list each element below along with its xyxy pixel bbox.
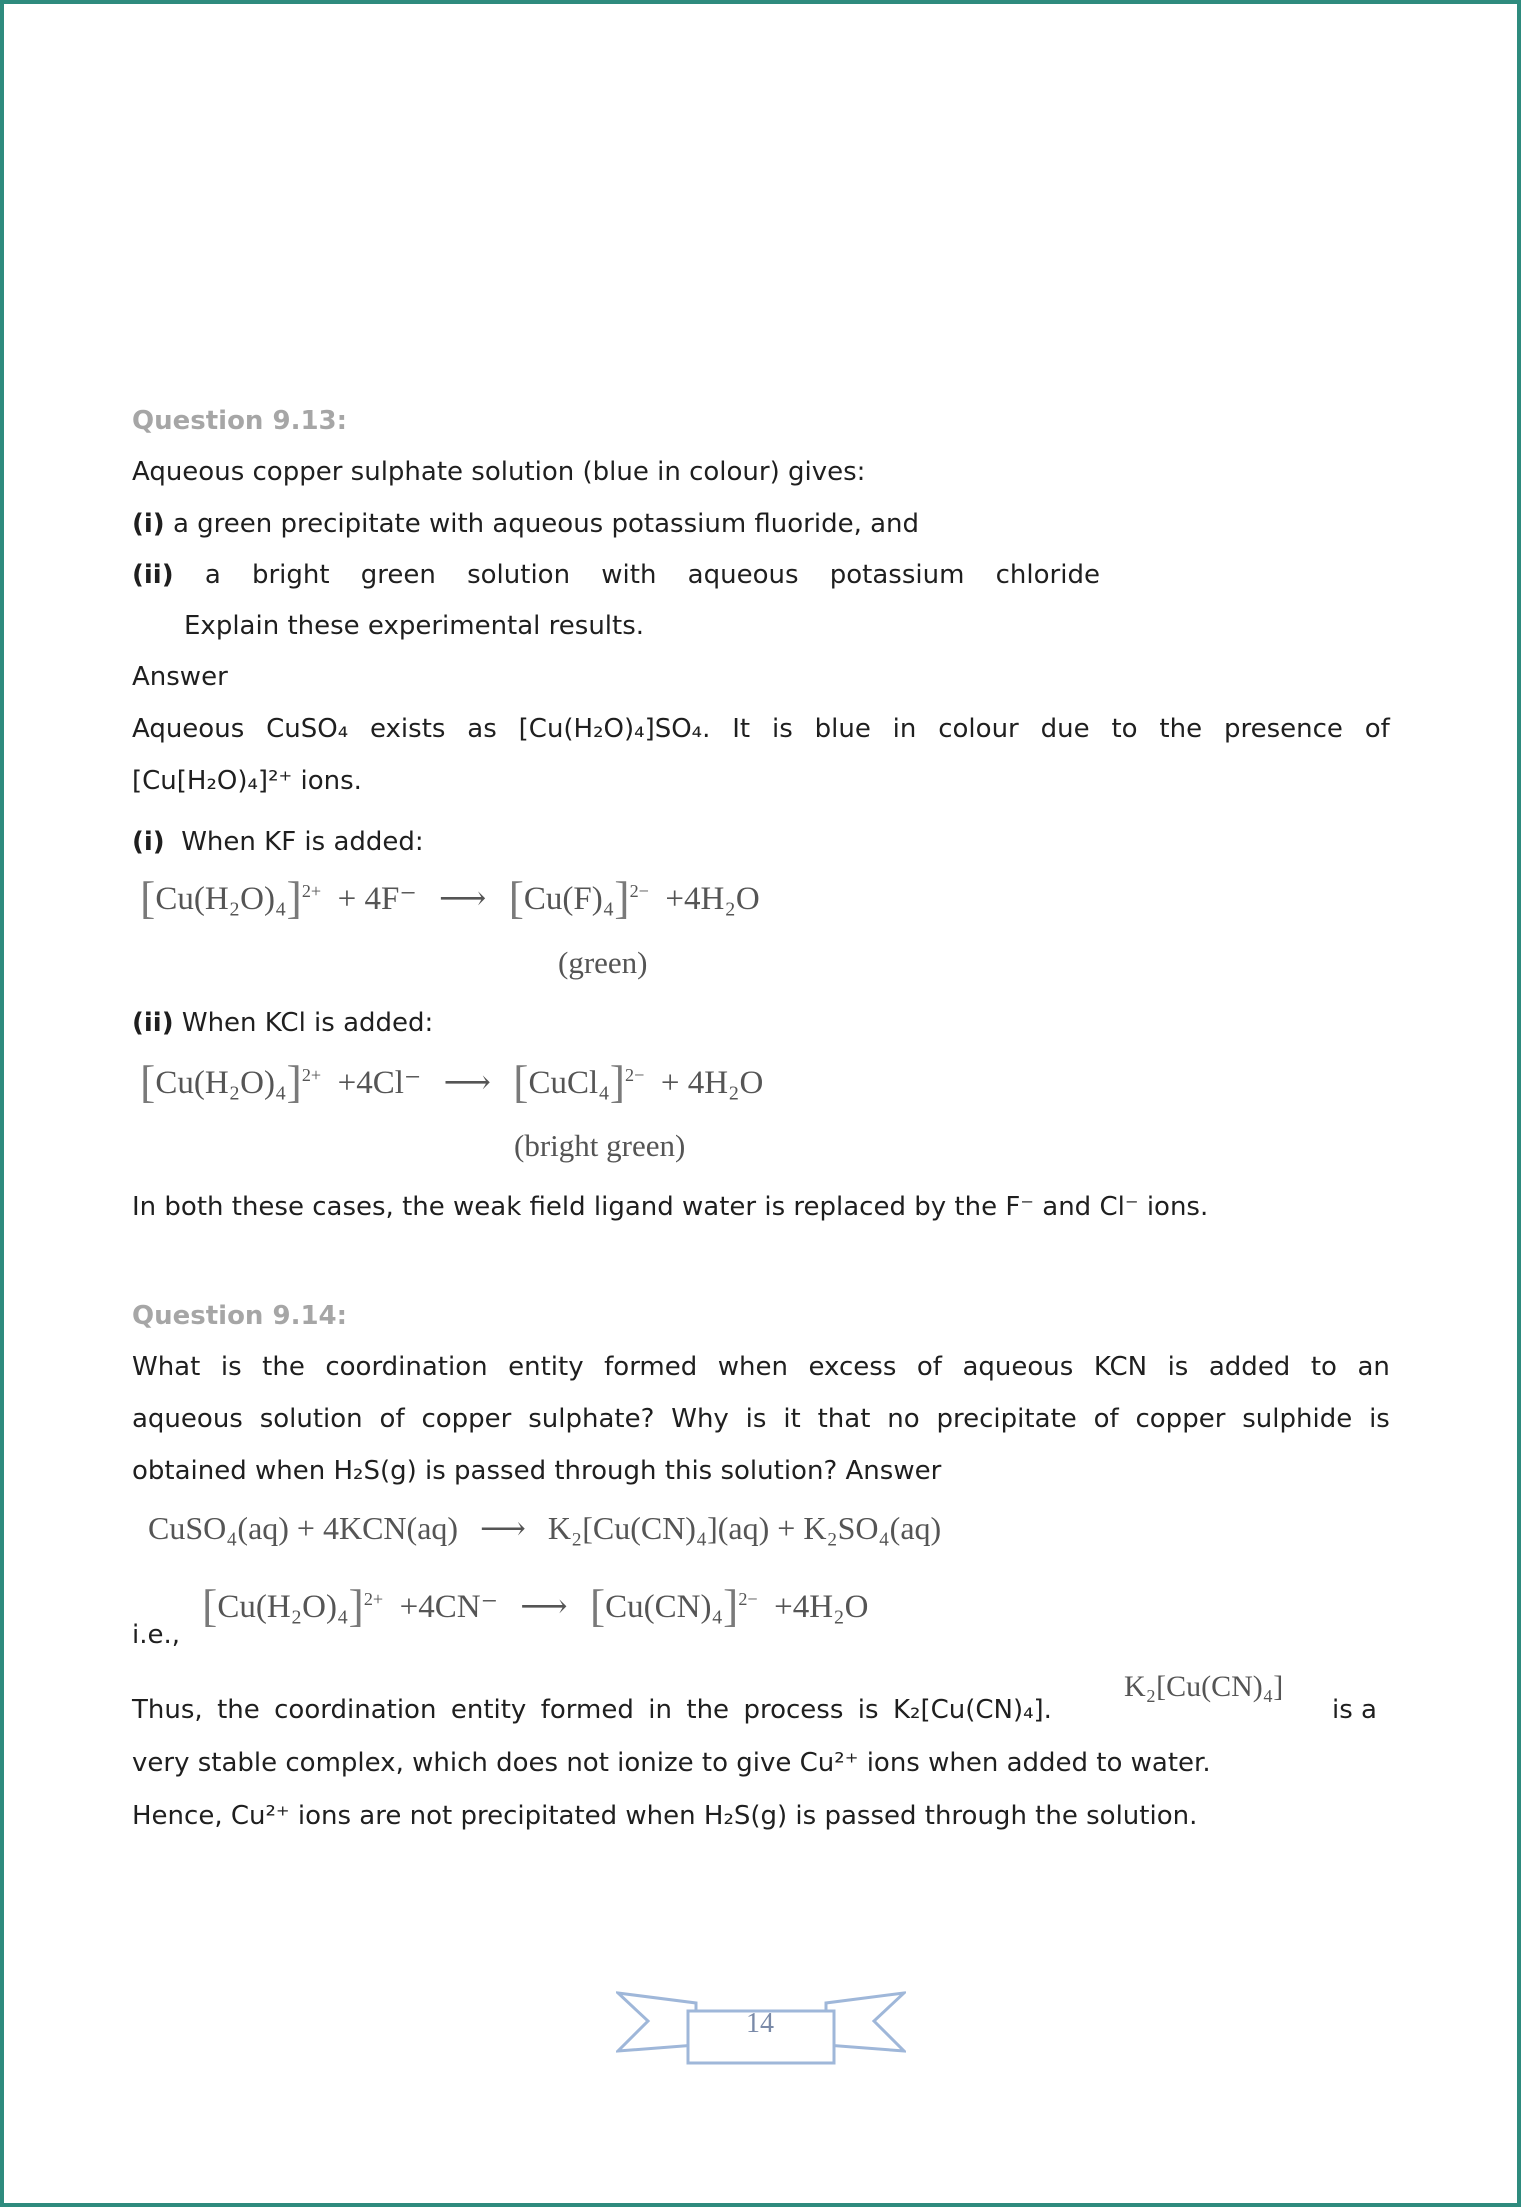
ie-label: i.e., [132,1620,181,1650]
bracket-close: ] [609,1056,626,1107]
word: formed [540,1695,634,1725]
reagent: +4Cl⁻ [337,1065,422,1101]
case-i [132,825,424,859]
question-9-13-item-i [132,507,919,541]
word: copper [421,1404,512,1434]
word: What [132,1352,201,1382]
equation-kcl [140,1056,764,1107]
case-i-text: When KF is added: [181,827,424,857]
bracket-open: [ [140,872,156,923]
word: solution [467,560,571,590]
word: exists [370,714,446,744]
bracket-open: [ [140,1056,156,1107]
question-9-13-intro: Aqueous copper sulphate solution (blue in colour) gives: [132,457,866,487]
word: Why [671,1404,729,1434]
equation-kcl-note: (bright green) [514,1128,686,1163]
question-9-14-title: Question 9.14: [132,1301,348,1331]
word: aqueous [962,1352,1074,1382]
word: of [916,1352,942,1382]
product-complex: CuCl₄ [528,1065,610,1101]
answer-label: Answer [132,662,228,692]
reactants: CuSO₄(aq) + 4KCN(aq) [148,1510,459,1546]
question-9-13-explain: Explain these experimental results. [184,611,645,641]
word: aqueous [687,560,799,590]
word: in [648,1695,672,1725]
word: the [262,1352,305,1382]
equation-kf [140,872,760,923]
word: a [204,560,221,590]
word: is [857,1695,879,1725]
word: entity [508,1352,584,1382]
reagent: + 4F⁻ [337,881,417,917]
word: entity [450,1695,527,1725]
item-i-text: a green precipitate with aqueous potassium fluoride, and [172,509,920,539]
reactant-complex: Cu(H₂O)₄ [155,881,287,917]
word: It [732,714,751,744]
word: added [1208,1352,1291,1382]
bracket-close: ] [348,1580,364,1631]
word: to [1310,1352,1337,1382]
equation-kcn-full [148,1508,941,1548]
question-9-14-line-3: obtained when H₂S(g) is passed through this solution? Answer [132,1456,942,1486]
page-number: 14 [746,2008,774,2039]
word: of [1093,1404,1119,1434]
word: is [1369,1404,1390,1434]
word: coordination [325,1352,488,1382]
bracket-open: [ [513,1056,529,1107]
products: K₂[Cu(CN)₄](aq) + K₂SO₄(aq) [547,1510,942,1546]
reactant-complex: Cu(H₂O)₄ [155,1065,287,1101]
word: excess [808,1352,897,1382]
word: when [717,1352,788,1382]
item-ii-label: (ii) [132,560,174,590]
reactant-complex: Cu(H₂O)₄ [217,1589,349,1625]
word: is [771,714,793,744]
word: Thus, [132,1695,203,1725]
word: that [817,1404,871,1434]
word: it [783,1404,801,1434]
question-9-13-title: Question 9.13: [132,406,348,436]
word: the [1159,714,1203,744]
word: blue [814,714,871,744]
word: in [892,714,917,744]
word: with [601,560,657,590]
word: CuSO₄ [266,714,349,744]
word: sulphide [1242,1404,1353,1434]
word: Aqueous [132,714,245,744]
case-ii-label: (ii) [132,1008,174,1038]
case-ii-text: When KCl is added: [181,1008,434,1038]
case-i-label: (i) [132,827,165,857]
bracket-close: ] [286,872,302,923]
word: is [220,1352,242,1382]
word: potassium [829,560,965,590]
byproduct: +4H₂O [665,881,760,917]
word: is [1167,1352,1189,1382]
charge: 2+ [301,881,322,901]
product-complex: Cu(F)₄ [523,881,615,917]
bracket-close: ] [286,1056,302,1107]
word: no [887,1404,920,1434]
product-complex: Cu(CN)₄ [605,1589,723,1625]
word: the [686,1695,730,1725]
reagent: +4CN⁻ [399,1589,499,1625]
word: to [1111,714,1138,744]
answer-9-13-line-1 [132,712,1390,746]
charge: 2− [629,881,649,901]
answer-9-14-line-1 [132,1670,1390,1727]
bracket-close: ] [614,872,630,923]
question-9-14-line-1 [132,1350,1390,1384]
inline-formula: K₂[Cu(CN)₄] [1124,1670,1284,1703]
charge: 2− [625,1065,645,1085]
word: presence [1223,714,1343,744]
charge: 2− [738,1589,758,1609]
word: copper [1135,1404,1226,1434]
word: colour [938,714,1019,744]
word: aqueous [132,1404,243,1434]
answer-9-13-line-2: [Cu[H₂O)₄]²⁺ ions. [132,766,362,796]
reaction-arrow-icon: ⟶ [443,1065,491,1101]
case-ii [132,1006,433,1040]
word: of [379,1404,405,1434]
word: the [217,1695,260,1725]
equation-kcn-ionic [202,1580,869,1631]
word: is [745,1404,767,1434]
answer-9-14-line-2: very stable complex, which does not ionize to give Cu²⁺ ions when added to water. [132,1748,1211,1778]
word: formed [604,1352,698,1382]
question-9-13-item-ii [132,558,1100,592]
byproduct: +4H₂O [774,1589,869,1625]
item-i-label: (i) [132,509,165,539]
bracket-close: ] [723,1580,739,1631]
word: KCN [1093,1352,1148,1382]
word: an [1357,1352,1390,1382]
word: [Cu(H₂O)₄]SO₄. [518,714,711,744]
question-9-14-line-2 [132,1402,1390,1436]
word: K₂[Cu(CN)₄]. [892,1695,1052,1725]
bracket-open: [ [202,1580,218,1631]
word: of [1364,714,1390,744]
word: chloride [995,560,1100,590]
equation-kf-note: (green) [558,945,648,980]
word: green [360,560,436,590]
bracket-open: [ [508,872,524,923]
word: solution [259,1404,363,1434]
word: sulphate? [528,1404,655,1434]
word: bright [251,560,330,590]
charge: 2+ [301,1065,322,1085]
reaction-arrow-icon: ⟶ [480,1510,526,1546]
word: due [1040,714,1090,744]
word: coordination [274,1695,437,1725]
word: as [467,714,497,744]
reaction-arrow-icon: ⟶ [520,1589,568,1625]
word: precipitate [936,1404,1077,1434]
reaction-arrow-icon: ⟶ [439,881,487,917]
charge: 2+ [363,1589,384,1609]
word: process [743,1695,844,1725]
answer-9-14-line-3: Hence, Cu²⁺ ions are not precipitated when H₂S(g) is passed through the solution. [132,1801,1198,1831]
byproduct: + 4H₂O [660,1065,764,1101]
answer-line-1-text [132,1693,1052,1727]
question-9-13-conclusion: In both these cases, the weak field ligand water is replaced by the F⁻ and Cl⁻ ions. [132,1192,1209,1222]
bracket-open: [ [589,1580,606,1631]
answer-line-1-tail: is a [1332,1695,1377,1725]
